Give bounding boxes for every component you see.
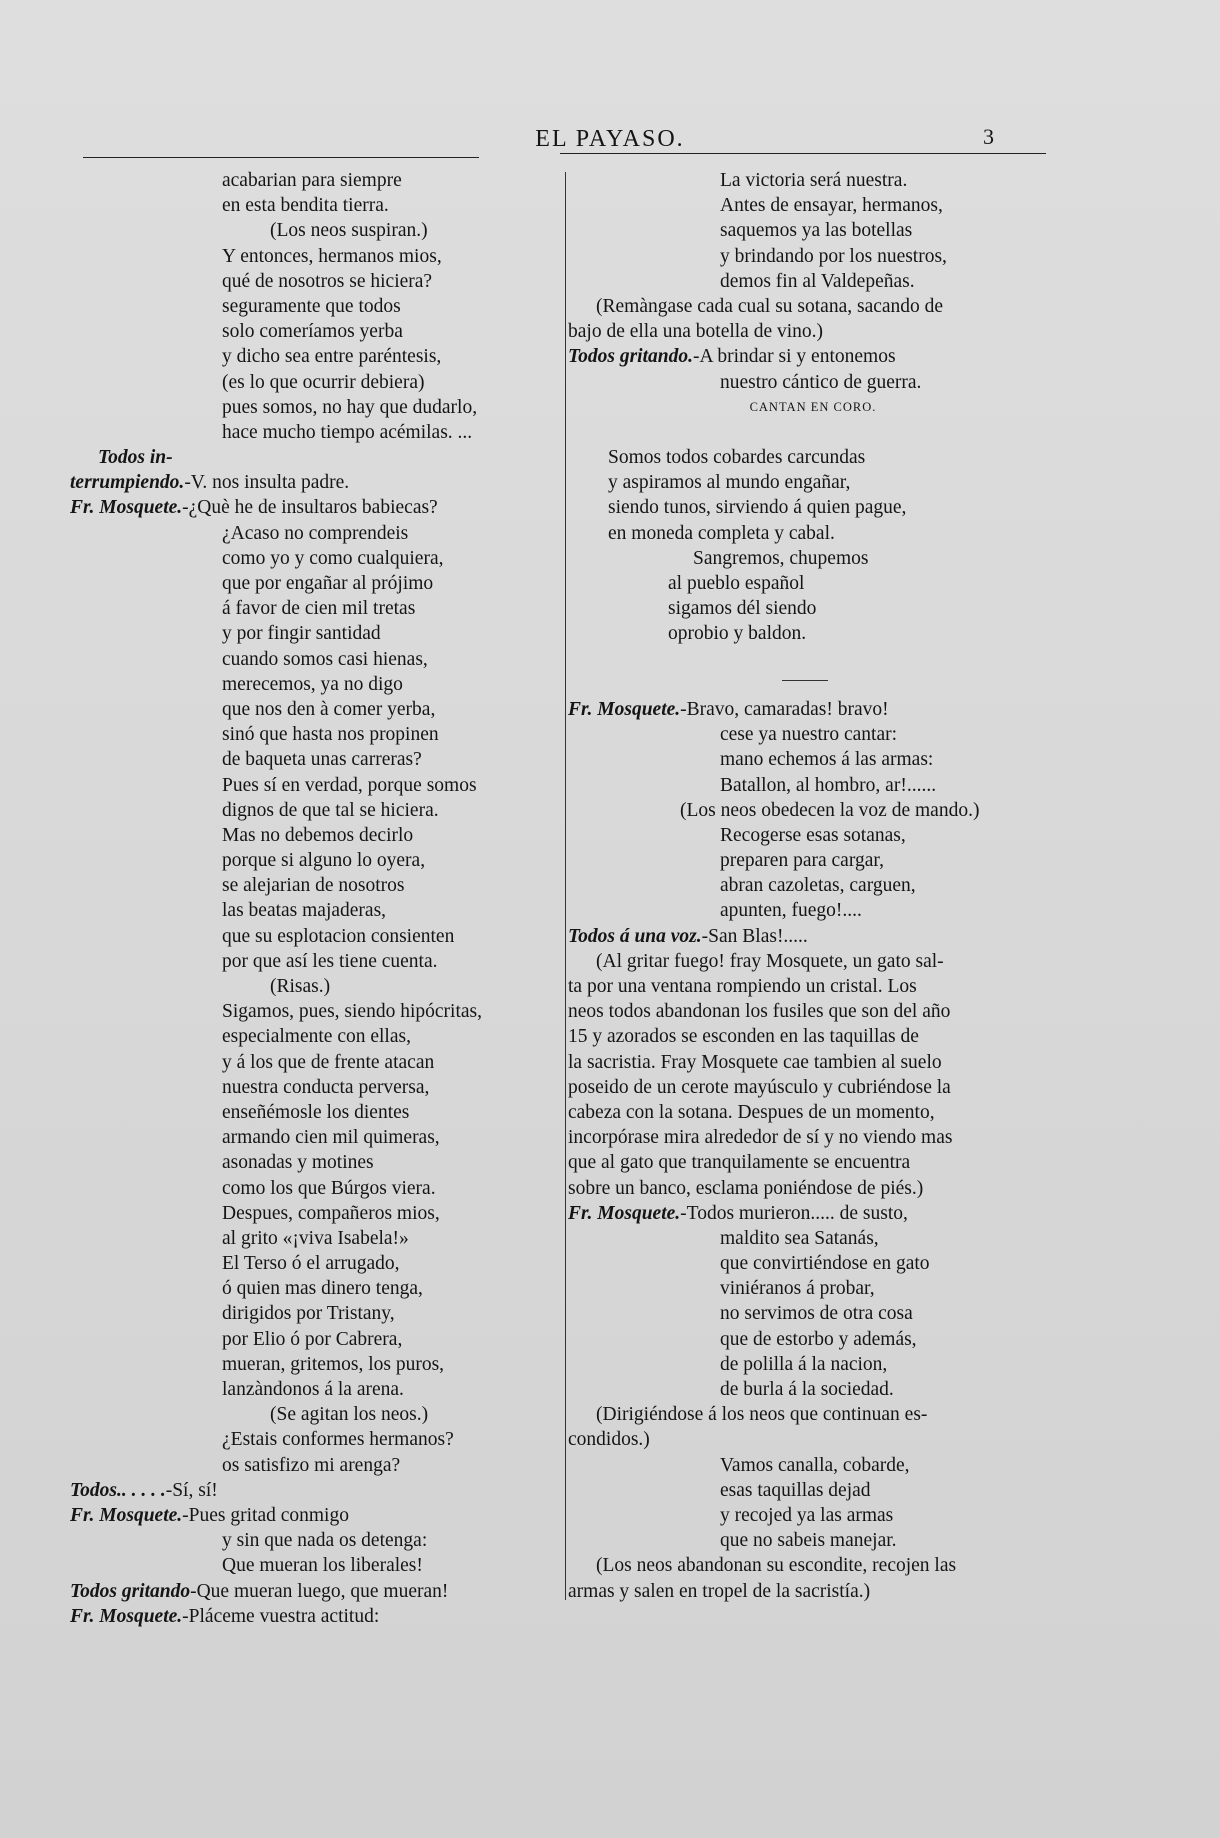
- verse-line: [568, 294, 1058, 319]
- verse-line: [568, 898, 1058, 923]
- verse-line: [70, 521, 560, 546]
- verse-line: [568, 1226, 1058, 1251]
- verse-line: [568, 495, 1058, 520]
- dialogue-line: [568, 697, 1058, 722]
- line-text: -Todos murieron..... de susto,: [680, 1202, 908, 1224]
- verse-line: [70, 1528, 560, 1553]
- verse-line: [568, 722, 1058, 747]
- line-text: (Dirigiéndose á los neos que continuan es-: [596, 1404, 928, 1426]
- verse-line: [568, 596, 1058, 621]
- line-text: os satisfizo mi arenga?: [222, 1454, 401, 1476]
- line-text: -Pues gritad conmigo: [182, 1504, 349, 1526]
- section-dash-rule: [782, 680, 828, 681]
- right-text-column: [568, 168, 1058, 1604]
- dialogue-line: [70, 1579, 560, 1604]
- verse-line: [70, 1024, 560, 1049]
- line-text: lanzàndonos á la arena.: [222, 1379, 404, 1400]
- line-text: la sacristia. Fray Mosquete cae tambien al suelo: [568, 1051, 942, 1073]
- line-text: y á los que de frente atacan: [222, 1051, 435, 1073]
- line-text: enseñémosle los dientes: [222, 1101, 410, 1123]
- dialogue-line: [70, 470, 560, 495]
- speaker-name: Todos.. . . . .: [70, 1479, 166, 1501]
- line-text: maldito sea Satanás,: [720, 1227, 879, 1249]
- line-text: preparen para cargar,: [720, 850, 884, 872]
- verse-line: [70, 1100, 560, 1125]
- line-text: de polilla á la nacion,: [720, 1353, 888, 1375]
- line-text: las beatas majaderas,: [222, 900, 387, 922]
- verse-line: [568, 370, 1058, 395]
- verse-line: [568, 1377, 1058, 1402]
- verse-line: [70, 168, 560, 193]
- header-rule-left: [83, 157, 479, 158]
- verse-line: [70, 823, 560, 848]
- dialogue-line: [70, 1478, 560, 1503]
- verse-line: [568, 1024, 1058, 1049]
- verse-line: [568, 949, 1058, 974]
- verse-line: [70, 1251, 560, 1276]
- speaker-name: Fr. Mosquete.: [70, 1504, 183, 1526]
- line-text: por Elio ó por Cabrera,: [222, 1328, 403, 1350]
- verse-line: [70, 773, 560, 798]
- verse-line: [70, 571, 560, 596]
- verse-line: [568, 546, 1058, 571]
- header-rule-right: [560, 153, 1046, 154]
- line-text: que al gato que tranquilamente se encuentra: [568, 1152, 911, 1174]
- verse-line: [70, 395, 560, 420]
- verse-line: [568, 218, 1058, 243]
- verse-line: [568, 747, 1058, 772]
- line-text: dignos de que tal se hiciera.: [222, 799, 439, 821]
- line-text: Despues, compañeros mios,: [222, 1202, 440, 1224]
- verse-line: [70, 798, 560, 823]
- verse-line: [568, 773, 1058, 798]
- verse-line: [568, 1075, 1058, 1100]
- line-text: especialmente con ellas,: [222, 1026, 411, 1048]
- verse-line: [568, 470, 1058, 495]
- verse-line: [568, 1553, 1058, 1578]
- verse-line: [568, 621, 1058, 646]
- verse-line: [568, 999, 1058, 1024]
- verse-line: [70, 344, 560, 369]
- line-text: en moneda completa y cabal.: [608, 522, 835, 544]
- line-text: (Remàngase cada cual su sotana, sacando de: [596, 295, 944, 317]
- verse-line: [568, 1276, 1058, 1301]
- verse-line: [70, 1150, 560, 1175]
- verse-line: [568, 848, 1058, 873]
- verse-line: [70, 1402, 560, 1427]
- blank-line: [568, 672, 1058, 697]
- line-text: de baqueta unas carreras?: [222, 749, 422, 771]
- verse-line: [568, 1478, 1058, 1503]
- dialogue-line: [568, 344, 1058, 369]
- line-text: poseido de un cerote mayúsculo y cubriéndose la: [568, 1076, 951, 1098]
- line-text: y sin que nada os detenga:: [222, 1530, 428, 1552]
- column-divider: [565, 172, 566, 1600]
- speaker-name: Todos in-: [98, 447, 173, 469]
- line-text: Y entonces, hermanos mios,: [222, 245, 442, 267]
- verse-line: [70, 1327, 560, 1352]
- line-text: que de estorbo y además,: [720, 1328, 917, 1350]
- verse-line: [568, 974, 1058, 999]
- line-text: merecemos, ya no digo: [222, 673, 403, 695]
- line-text: ó quien mas dinero tenga,: [222, 1278, 423, 1300]
- line-text: de burla á la sociedad.: [720, 1379, 894, 1400]
- line-text: que no sabeis manejar.: [720, 1530, 897, 1552]
- line-text: Sangremos, chupemos: [693, 547, 869, 569]
- line-text: Antes de ensayar, hermanos,: [720, 195, 943, 217]
- line-text: y brindando por los nuestros,: [720, 245, 947, 267]
- left-text-column: [70, 168, 560, 1629]
- verse-line: [70, 697, 560, 722]
- verse-line: [568, 1402, 1058, 1427]
- verse-line: [568, 1453, 1058, 1478]
- line-text: ta por una ventana rompiendo un cristal. Los: [568, 976, 917, 997]
- verse-line: [568, 521, 1058, 546]
- verse-line: [568, 244, 1058, 269]
- line-text: -Que mueran luego, que mueran!: [190, 1580, 449, 1602]
- verse-line: [568, 1301, 1058, 1326]
- verse-line: [70, 672, 560, 697]
- verse-line: [70, 596, 560, 621]
- line-text: Pues sí en verdad, porque somos: [222, 774, 477, 796]
- verse-line: [70, 1276, 560, 1301]
- line-text: que su esplotacion consienten: [222, 925, 455, 947]
- line-text: cabeza con la sotana. Despues de un momento,: [568, 1101, 935, 1123]
- verse-line: [70, 1427, 560, 1452]
- line-text: (Al gritar fuego! fray Mosquete, un gato sal-: [596, 950, 944, 972]
- line-text: qué de nosotros se hiciera?: [222, 270, 433, 292]
- line-text: -San Blas!.....: [701, 925, 808, 947]
- verse-line: [70, 898, 560, 923]
- verse-line: [568, 1503, 1058, 1528]
- line-text: al grito «¡viva Isabela!»: [222, 1227, 409, 1249]
- line-text: 15 y azorados se esconden en las taquillas de: [568, 1026, 919, 1048]
- line-text: cuando somos casi hienas,: [222, 648, 428, 670]
- speaker-name: Todos gritando.: [568, 346, 693, 368]
- verse-line: [70, 319, 560, 344]
- verse-line: [568, 1050, 1058, 1075]
- line-text: armando cien mil quimeras,: [222, 1127, 440, 1149]
- line-text: Recogerse esas sotanas,: [720, 824, 906, 846]
- line-text: -A brindar si y entonemos: [692, 346, 896, 368]
- verse-line: [70, 193, 560, 218]
- line-text: asonadas y motines: [222, 1152, 374, 1174]
- verse-line: [70, 420, 560, 445]
- speaker-name: Fr. Mosquete.: [70, 1605, 183, 1627]
- line-text: en esta bendita tierra.: [222, 195, 389, 217]
- line-text: (es lo que ocurrir debiera): [222, 371, 425, 393]
- verse-line: [568, 319, 1058, 344]
- line-text: que nos den à comer yerba,: [222, 698, 436, 720]
- line-text: nuestro cántico de guerra.: [720, 371, 922, 393]
- line-text: Vamos canalla, cobarde,: [720, 1454, 910, 1476]
- line-text: Sigamos, pues, siendo hipócritas,: [222, 1001, 482, 1023]
- line-text: sobre un banco, esclama poniéndose de piés.): [568, 1177, 924, 1199]
- verse-line: [568, 1251, 1058, 1276]
- line-text: como los que Búrgos viera.: [222, 1177, 436, 1199]
- verse-line: [70, 370, 560, 395]
- line-text: ¿Acaso no comprendeis: [222, 522, 409, 544]
- line-text: y dicho sea entre paréntesis,: [222, 346, 442, 368]
- verse-line: [568, 1528, 1058, 1553]
- verse-line: [568, 1150, 1058, 1175]
- verse-line: [568, 193, 1058, 218]
- line-text: no servimos de otra cosa: [720, 1303, 913, 1325]
- page-number: 3: [983, 124, 994, 149]
- line-text: y aspiramos al mundo engañar,: [608, 472, 851, 494]
- line-text: nuestra conducta perversa,: [222, 1076, 430, 1098]
- line-text: apunten, fuego!....: [720, 900, 862, 922]
- line-text: mano echemos á las armas:: [720, 749, 934, 771]
- blank-line: [568, 420, 1058, 445]
- line-text: oprobio y baldon.: [668, 623, 807, 645]
- page-header-title: EL PAYASO.: [535, 126, 685, 152]
- speaker-name: Fr. Mosquete.: [568, 698, 681, 720]
- dialogue-line: [70, 445, 560, 470]
- line-text: Batallon, al hombro, ar!......: [720, 774, 937, 796]
- verse-line: [70, 1377, 560, 1402]
- dialogue-line: [70, 495, 560, 520]
- line-text: solo comeríamos yerba: [222, 321, 403, 343]
- verse-line: [70, 949, 560, 974]
- speaker-name: Todos á una voz.: [568, 925, 702, 947]
- speaker-name: Todos gritando: [70, 1580, 191, 1602]
- verse-line: [568, 1352, 1058, 1377]
- line-text: neos todos abandonan los fusiles que son del año: [568, 1001, 951, 1023]
- verse-line: [568, 571, 1058, 596]
- verse-line: [70, 722, 560, 747]
- line-text: viniéranos á probar,: [720, 1278, 875, 1300]
- verse-line: [568, 269, 1058, 294]
- dialogue-line: [568, 924, 1058, 949]
- line-text: acabarian para siempre: [222, 170, 402, 191]
- verse-line: [70, 218, 560, 243]
- line-text: hace mucho tiempo acémilas. ...: [222, 421, 473, 443]
- line-text: (Se agitan los neos.): [270, 1404, 429, 1426]
- speaker-name: terrumpiendo.: [70, 472, 185, 494]
- verse-line: [70, 1453, 560, 1478]
- verse-line: [568, 1327, 1058, 1352]
- verse-line: [70, 647, 560, 672]
- line-text: incorpórase mira alrededor de sí y no viendo mas: [568, 1127, 953, 1149]
- line-text: se alejarian de nosotros: [222, 875, 405, 897]
- verse-line: [568, 798, 1058, 823]
- line-text: que convirtiéndose en gato: [720, 1253, 930, 1275]
- line-text: (Los neos obedecen la voz de mando.): [680, 799, 980, 821]
- line-text: (Risas.): [270, 976, 331, 997]
- line-text: -Sí, sí!: [165, 1479, 218, 1501]
- dialogue-line: [70, 1604, 560, 1629]
- line-text: que por engañar al prójimo: [222, 573, 434, 594]
- line-text: esas taquillas dejad: [720, 1479, 871, 1501]
- verse-line: [70, 244, 560, 269]
- line-text: y recojed ya las armas: [720, 1504, 894, 1526]
- line-text: cese ya nuestro cantar:: [720, 724, 898, 746]
- dialogue-line: [568, 1201, 1058, 1226]
- verse-line: [70, 1125, 560, 1150]
- blank-line: [568, 647, 1058, 672]
- line-text: como yo y como cualquiera,: [222, 547, 444, 569]
- line-text: por que así les tiene cuenta.: [222, 950, 438, 972]
- verse-line: [70, 1201, 560, 1226]
- line-text: La victoria será nuestra.: [720, 170, 908, 191]
- line-text: saquemos ya las botellas: [720, 220, 913, 242]
- line-text: y por fingir santidad: [222, 623, 381, 645]
- line-text: porque si alguno lo oyera,: [222, 850, 426, 872]
- line-text: condidos.): [568, 1429, 650, 1451]
- line-text: (Los neos suspiran.): [270, 220, 428, 242]
- verse-line: [70, 747, 560, 772]
- verse-line: [568, 1100, 1058, 1125]
- line-text: dirigidos por Tristany,: [222, 1303, 395, 1325]
- line-text: -Bravo, camaradas! bravo!: [680, 698, 889, 720]
- line-text: Que mueran los liberales!: [222, 1555, 423, 1577]
- verse-line: [568, 823, 1058, 848]
- speaker-name: Fr. Mosquete.: [70, 497, 183, 519]
- verse-line: [568, 1579, 1058, 1604]
- line-text: -Pláceme vuestra actitud:: [182, 1605, 380, 1627]
- verse-line: [70, 294, 560, 319]
- verse-line: [70, 848, 560, 873]
- verse-line: [70, 1226, 560, 1251]
- dialogue-line: [70, 1503, 560, 1528]
- line-text: (Los neos abandonan su escondite, recojen las: [596, 1555, 957, 1577]
- line-text: abran cazoletas, carguen,: [720, 875, 916, 897]
- verse-line: [70, 1176, 560, 1201]
- line-text: bajo de ella una botella de vino.): [568, 321, 824, 343]
- verse-line: [70, 999, 560, 1024]
- verse-line: [568, 445, 1058, 470]
- line-text: -V. nos insulta padre.: [184, 472, 350, 494]
- line-text: al pueblo español: [668, 573, 805, 594]
- section-caption: CANTAN EN CORO.: [749, 399, 877, 414]
- line-text: seguramente que todos: [222, 295, 401, 317]
- line-text: mueran, gritemos, los puros,: [222, 1353, 445, 1375]
- verse-line: [70, 873, 560, 898]
- verse-line: [568, 1125, 1058, 1150]
- verse-line: [70, 1075, 560, 1100]
- verse-line: [70, 1352, 560, 1377]
- line-text: El Terso ó el arrugado,: [222, 1253, 400, 1275]
- verse-line: [568, 873, 1058, 898]
- line-text: siendo tunos, sirviendo á quien pague,: [608, 497, 907, 519]
- line-text: Somos todos cobardes carcundas: [608, 447, 866, 469]
- line-text: sigamos dél siendo: [668, 598, 817, 620]
- line-text: armas y salen en tropel de la sacristía.): [568, 1580, 871, 1602]
- verse-line: [568, 168, 1058, 193]
- speaker-name: Fr. Mosquete.: [568, 1202, 681, 1224]
- verse-line: [70, 1553, 560, 1578]
- verse-line: [70, 621, 560, 646]
- line-text: ¿Estais conformes hermanos?: [222, 1429, 454, 1451]
- line-text: demos fin al Valdepeñas.: [720, 270, 915, 292]
- verse-line: [70, 1301, 560, 1326]
- line-text: Mas no debemos decirlo: [222, 824, 414, 846]
- verse-line: [568, 1427, 1058, 1452]
- verse-line: [70, 546, 560, 571]
- verse-line: [568, 1176, 1058, 1201]
- line-text: á favor de cien mil tretas: [222, 598, 416, 620]
- line-text: -¿Què he de insultaros babiecas?: [182, 497, 438, 519]
- line-text: sinó que hasta nos propinen: [222, 724, 439, 746]
- verse-line: [70, 1050, 560, 1075]
- verse-line: [70, 924, 560, 949]
- verse-line: [70, 269, 560, 294]
- line-text: pues somos, no hay que dudarlo,: [222, 396, 478, 418]
- verse-line: [70, 974, 560, 999]
